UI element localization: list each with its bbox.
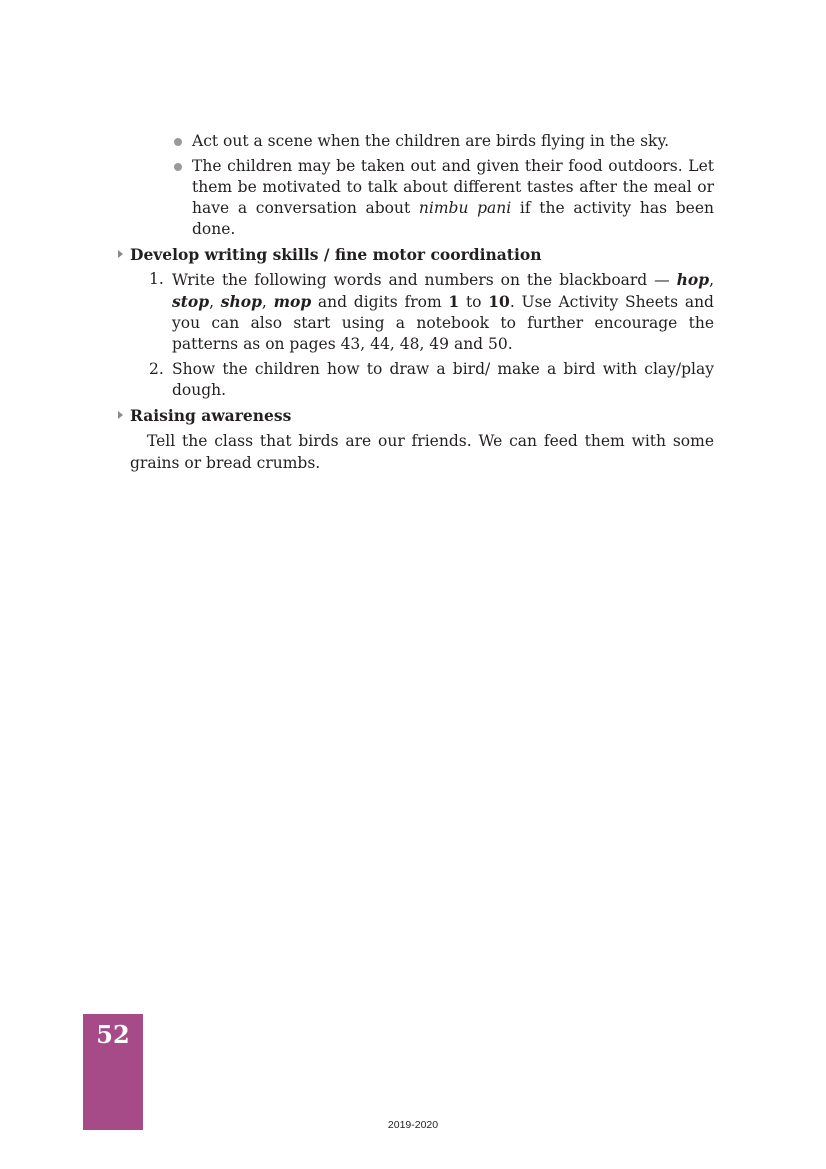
page-number: 52 — [96, 1020, 130, 1049]
bullet-text: The children may be taken out and given their food outdoors. Let them be motivated to talk about different tastes after the meal or have a conversation about — [192, 157, 714, 217]
item-number: 2. — [149, 360, 164, 378]
separator: , — [261, 293, 274, 311]
list-item — [149, 359, 714, 401]
bullet-list — [172, 131, 714, 240]
section-heading-awareness — [116, 405, 714, 426]
item-text: and digits from — [311, 293, 449, 311]
section-heading-writing — [116, 244, 714, 265]
item-number: 1. — [149, 270, 164, 288]
bullet-icon — [174, 138, 182, 146]
item-text: to — [459, 293, 489, 311]
bullet-text: if the activity has been done. — [192, 199, 714, 238]
digit-start: 1 — [448, 292, 460, 311]
list-item — [172, 156, 714, 240]
bullet-icon — [174, 163, 182, 171]
word-shop: shop — [220, 292, 262, 311]
footer-year: 2019-2020 — [387, 1119, 439, 1131]
awareness-paragraph: Tell the class that birds are our friends. We can feed them with some grains or bread crumbs. — [130, 432, 714, 472]
digit-end: 10 — [488, 292, 510, 311]
heading-text: Raising awareness — [130, 406, 292, 425]
list-item — [149, 269, 714, 355]
word-hop: hop — [676, 270, 710, 289]
emphasis-term: nimbu pani — [418, 199, 512, 217]
separator: , — [209, 293, 221, 311]
triangle-right-icon — [118, 250, 123, 258]
page-content — [116, 131, 714, 474]
separator: , — [709, 271, 714, 289]
heading-text: Develop writing skills / fine motor coordination — [130, 245, 542, 264]
triangle-right-icon — [118, 411, 123, 419]
item-text: Show the children how to draw a bird/ make a bird with clay/play dough. — [172, 360, 714, 399]
word-mop: mop — [273, 292, 312, 311]
list-item — [172, 131, 714, 152]
item-text: Write the following words and numbers on the blackboard — — [172, 271, 677, 289]
item-text: . Use Activity Sheets and you can also start using a notebook to further encourage the patterns as on pages 43, 44, 48, 49 and 50. — [172, 293, 714, 353]
page-number-tab — [83, 1014, 143, 1130]
bullet-text: Act out a scene when the children are birds flying in the sky. — [192, 132, 670, 150]
numbered-list — [149, 269, 714, 401]
word-stop: stop — [172, 292, 210, 311]
